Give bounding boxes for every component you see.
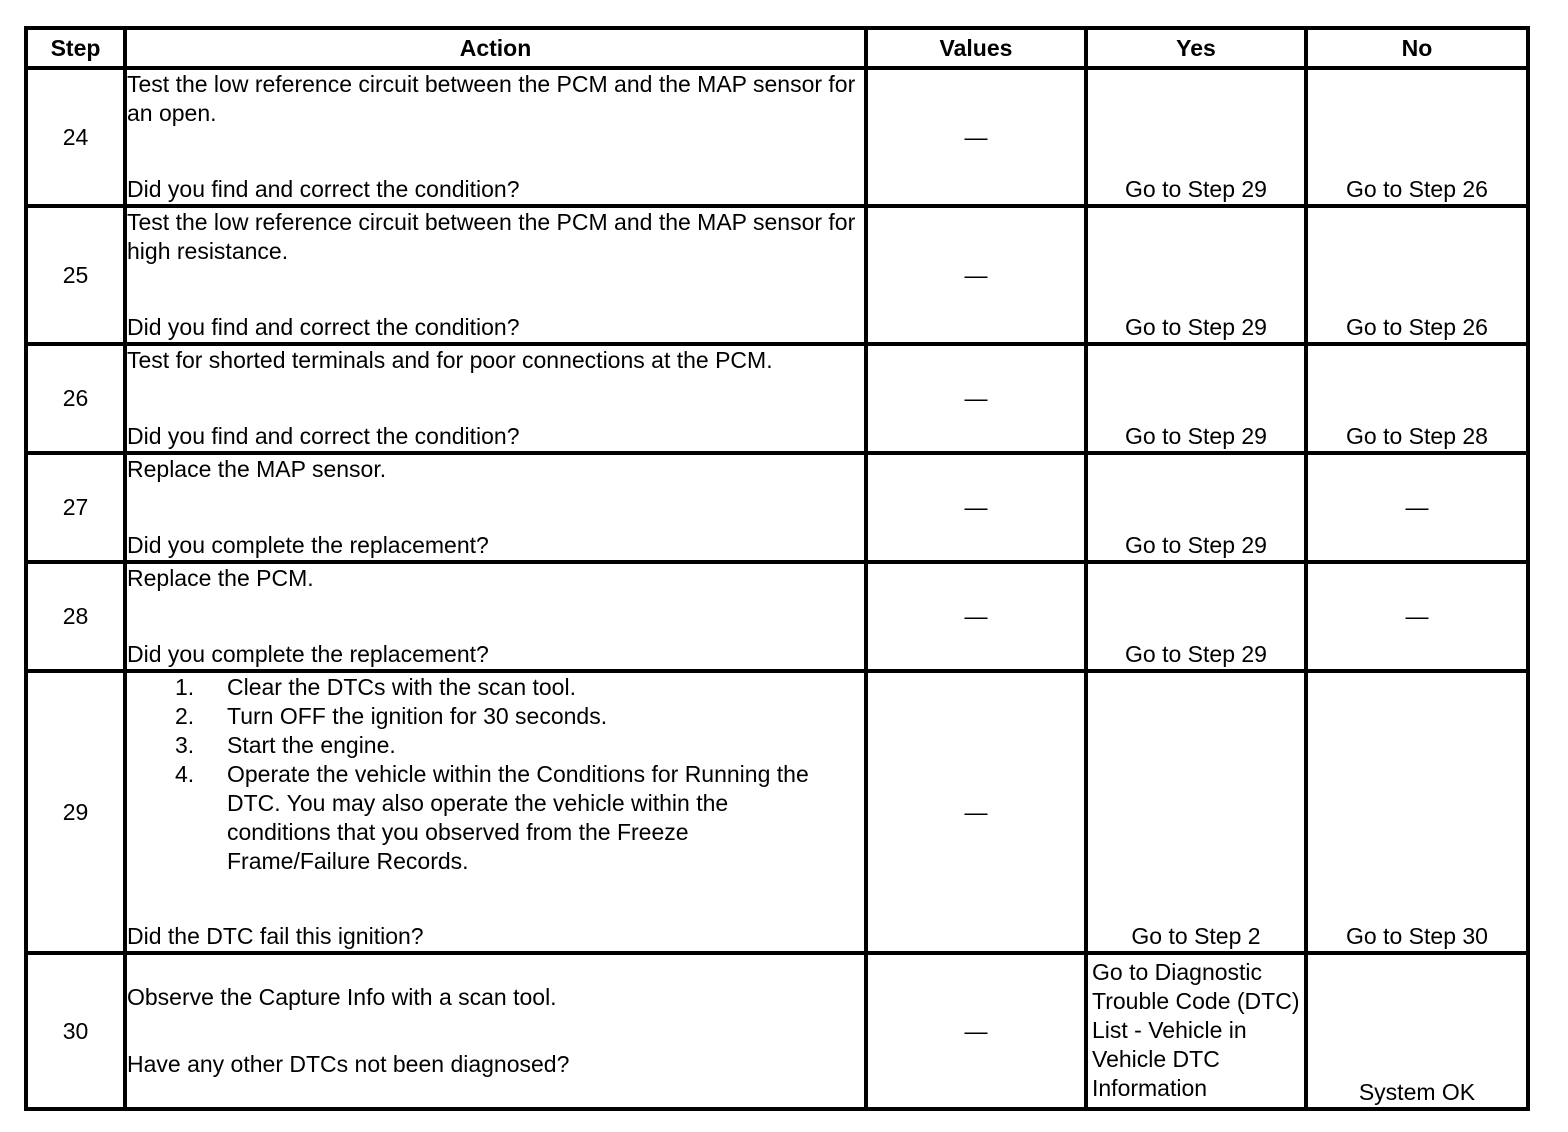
action-cell	[125, 453, 866, 562]
yes-cell: Go to Diagnostic Trouble Code (DTC) List - Vehicle in Vehicle DTC Information	[1086, 953, 1306, 1109]
header-values: Values	[866, 28, 1086, 68]
header-no: No	[1306, 28, 1528, 68]
spacer	[127, 1012, 864, 1050]
table-row	[26, 953, 1528, 1109]
action-question: Did you find and correct the condition?	[127, 423, 520, 449]
list-number: 1.	[175, 674, 195, 700]
step-number: 26	[26, 344, 125, 453]
table-row	[26, 562, 1528, 671]
action-text: Replace the MAP sensor.	[127, 456, 387, 482]
yes-cell: Go to Step 29	[1086, 206, 1306, 344]
action-question: Did you complete the replacement?	[127, 641, 489, 667]
values-cell: —	[866, 68, 1086, 206]
list-text: Turn OFF the ignition for 30 seconds.	[227, 703, 608, 729]
action-cell	[125, 68, 866, 206]
list-number: 2.	[175, 703, 195, 729]
table-row	[26, 68, 1528, 206]
no-cell: Go to Step 28	[1306, 344, 1528, 453]
table-row	[26, 671, 1528, 953]
action-text: Replace the PCM.	[127, 565, 314, 591]
action-text: Test the low reference circuit between the PCM and the MAP sensor for an open.	[127, 71, 856, 126]
yes-cell: Go to Step 29	[1086, 562, 1306, 671]
list-item	[127, 731, 864, 760]
values-cell: —	[866, 562, 1086, 671]
action-text: Test for shorted terminals and for poor connections at the PCM.	[127, 347, 773, 373]
action-cell	[125, 206, 866, 344]
action-cell	[125, 953, 866, 1109]
action-question: Did the DTC fail this ignition?	[127, 923, 424, 949]
table-row	[26, 344, 1528, 453]
action-question: Did you find and correct the condition?	[127, 314, 520, 340]
no-cell: System OK	[1306, 953, 1528, 1109]
no-cell: —	[1306, 562, 1528, 671]
step-number: 27	[26, 453, 125, 562]
list-text: Clear the DTCs with the scan tool.	[227, 674, 576, 700]
values-cell: —	[866, 671, 1086, 953]
yes-cell: Go to Step 29	[1086, 344, 1306, 453]
header-yes: Yes	[1086, 28, 1306, 68]
step-number: 30	[26, 953, 125, 1109]
list-item	[127, 673, 864, 702]
yes-cell: Go to Step 29	[1086, 453, 1306, 562]
diagnostic-table	[24, 26, 1530, 1111]
values-cell: —	[866, 206, 1086, 344]
step-number: 28	[26, 562, 125, 671]
action-text: Test the low reference circuit between the PCM and the MAP sensor for high resistance.	[127, 209, 856, 264]
list-item	[127, 702, 864, 731]
no-cell: Go to Step 30	[1306, 671, 1528, 953]
action-cell	[125, 562, 866, 671]
list-item	[127, 760, 864, 876]
step-number: 29	[26, 671, 125, 953]
action-text: Observe the Capture Info with a scan tool.	[127, 984, 557, 1010]
list-text: Start the engine.	[227, 732, 396, 758]
values-cell: —	[866, 453, 1086, 562]
step-number: 24	[26, 68, 125, 206]
list-text: Operate the vehicle within the Conditions for Running the DTC. You may also operate the vehicle within the conditions that you observed from the Freeze Frame/Failure Records.	[227, 761, 809, 874]
no-cell: Go to Step 26	[1306, 206, 1528, 344]
action-question: Did you find and correct the condition?	[127, 176, 520, 202]
no-cell: —	[1306, 453, 1528, 562]
action-question: Have any other DTCs not been diagnosed?	[127, 1051, 570, 1077]
no-cell: Go to Step 26	[1306, 68, 1528, 206]
action-cell	[125, 671, 866, 953]
yes-cell: Go to Step 2	[1086, 671, 1306, 953]
yes-cell: Go to Step 29	[1086, 68, 1306, 206]
table-row	[26, 206, 1528, 344]
values-cell: —	[866, 344, 1086, 453]
numbered-list	[127, 673, 864, 876]
list-number: 4.	[175, 761, 195, 787]
header-step: Step	[26, 28, 125, 68]
values-cell: —	[866, 953, 1086, 1109]
list-number: 3.	[175, 732, 195, 758]
action-cell	[125, 344, 866, 453]
header-row	[26, 28, 1528, 68]
header-action: Action	[125, 28, 866, 68]
table-row	[26, 453, 1528, 562]
action-question: Did you complete the replacement?	[127, 532, 489, 558]
step-number: 25	[26, 206, 125, 344]
